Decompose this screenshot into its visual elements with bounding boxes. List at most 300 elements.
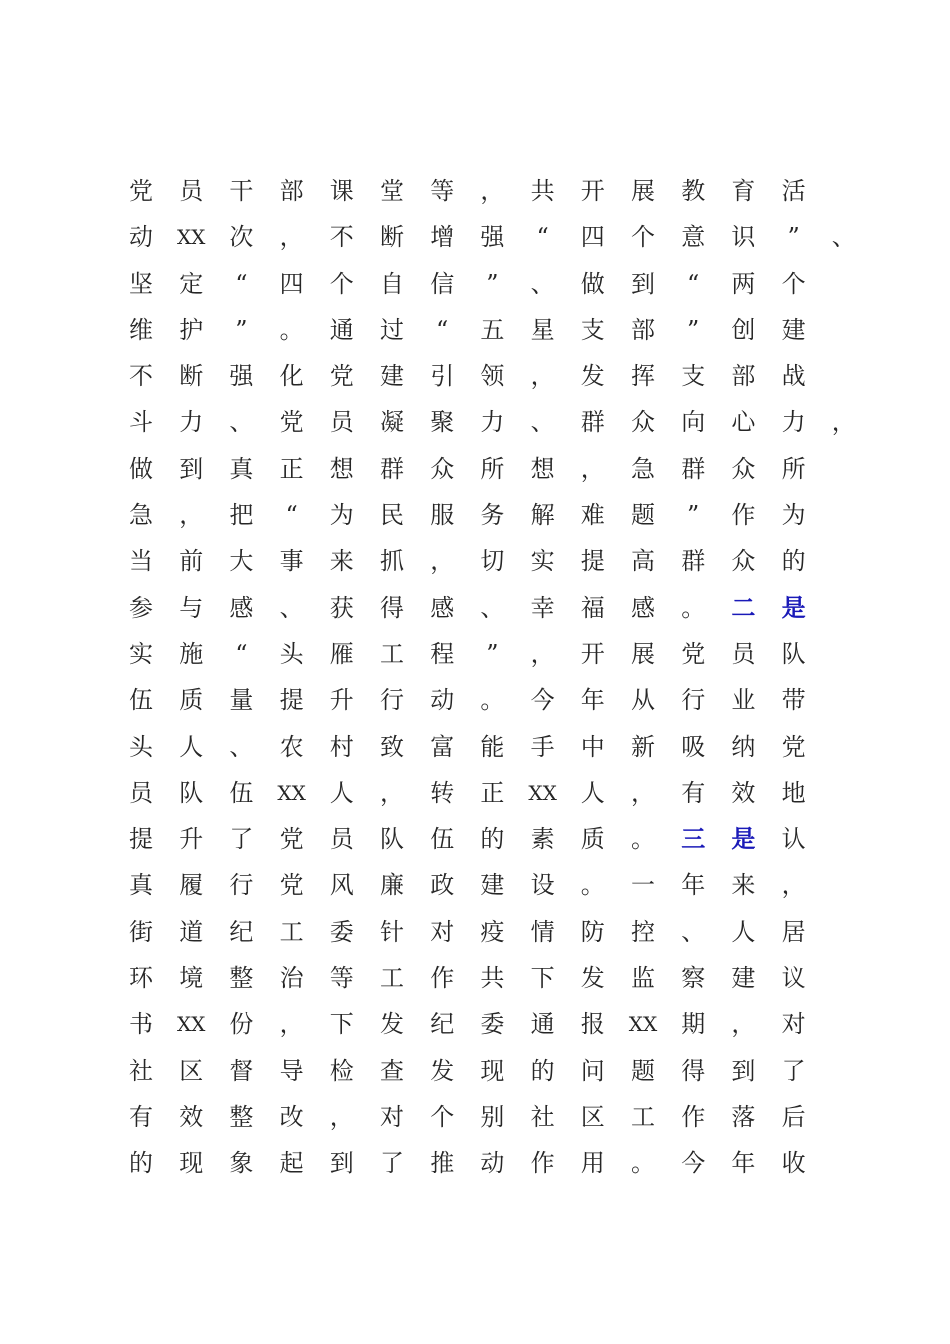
text-char: 查 <box>380 1056 404 1085</box>
text-char: 过 <box>380 315 404 344</box>
text-char: 纪 <box>430 1010 455 1039</box>
text-char: 质 <box>179 686 204 715</box>
text-char: 街 <box>129 917 153 946</box>
text-char: 、 <box>229 408 254 437</box>
text-char: 提 <box>129 825 153 854</box>
text-char: 今 <box>530 686 555 715</box>
text-char: 等 <box>430 177 455 205</box>
text-char: 不 <box>129 362 153 391</box>
text-char: 能 <box>480 732 505 761</box>
text-char: 部 <box>731 362 756 391</box>
text-char: 等 <box>329 964 354 993</box>
text-char: 落 <box>731 1102 756 1131</box>
text-char: 社 <box>129 1056 153 1085</box>
text-char: 增 <box>430 223 455 252</box>
text-line <box>0 909 950 955</box>
text-char: 建 <box>480 871 505 900</box>
text-char: 区 <box>179 1056 204 1085</box>
text-char: 作 <box>430 964 455 993</box>
text-line <box>0 353 950 399</box>
text-char: “ <box>285 501 298 530</box>
text-char: 履 <box>179 871 204 900</box>
text-char: 动 <box>480 1149 505 1178</box>
text-char: 真 <box>129 871 153 900</box>
text-char: 。 <box>631 825 655 854</box>
text-char: 抓 <box>380 547 404 576</box>
text-char: 下 <box>530 964 555 993</box>
text-line <box>0 1048 950 1094</box>
text-char: 对 <box>781 1010 806 1039</box>
text-line <box>0 399 950 445</box>
text-char: 伍 <box>129 686 153 715</box>
text-char: 从 <box>631 686 655 715</box>
text-char: ， <box>530 639 555 668</box>
text-char: ， <box>781 871 806 900</box>
text-char: 行 <box>380 686 404 715</box>
text-char: 教 <box>681 177 706 205</box>
text-char: 队 <box>179 778 204 807</box>
text-char: ” <box>235 315 248 344</box>
text-char: 次 <box>229 223 254 252</box>
text-char: 伍 <box>430 825 455 854</box>
text-char: 所 <box>480 454 505 483</box>
text-line <box>0 214 950 260</box>
text-char: 导 <box>279 1056 304 1085</box>
text-char: “ <box>436 315 449 344</box>
text-char: 书 <box>129 1010 153 1039</box>
text-line <box>0 862 950 908</box>
text-char: 感 <box>631 593 655 622</box>
text-char: 不 <box>329 223 354 252</box>
text-char: 四 <box>279 269 304 298</box>
text-char: 断 <box>380 223 404 252</box>
text-char: 做 <box>580 269 605 298</box>
text-char: 、 <box>681 917 706 946</box>
text-char: 区 <box>580 1102 605 1131</box>
text-char: ， <box>279 1010 304 1039</box>
text-char: 人 <box>329 778 354 807</box>
text-char: 四 <box>580 223 605 252</box>
text-char: 力 <box>480 408 505 437</box>
text-line <box>0 1001 950 1047</box>
text-char: 年 <box>731 1149 756 1178</box>
text-char: 正 <box>480 778 505 807</box>
text-char: 。 <box>631 1149 655 1178</box>
text-char: 到 <box>731 1056 756 1085</box>
text-char: 幸 <box>530 593 555 622</box>
text-char: “ <box>235 269 248 298</box>
text-char: 富 <box>430 732 455 761</box>
text-char: 斗 <box>129 408 153 437</box>
text-char: 、 <box>530 269 555 298</box>
text-char: 聚 <box>430 408 455 437</box>
text-char: 工 <box>279 917 304 946</box>
text-char: 题 <box>631 1056 655 1085</box>
text-char: 引 <box>430 362 455 391</box>
text-char: 想 <box>329 454 354 483</box>
text-char: 向 <box>681 408 706 437</box>
text-char: 。 <box>480 686 505 715</box>
text-char: 新 <box>631 732 655 761</box>
text-char: 纪 <box>229 917 254 946</box>
text-char: 战 <box>781 362 806 391</box>
text-char: 工 <box>631 1102 655 1131</box>
text-char: 作 <box>530 1149 555 1178</box>
text-char: 务 <box>480 501 505 530</box>
text-char: 效 <box>179 1102 204 1131</box>
text-char: 得 <box>681 1056 706 1085</box>
text-char: 信 <box>430 269 455 298</box>
text-char: 党 <box>129 177 153 205</box>
text-char: 急 <box>129 501 153 530</box>
text-char: 群 <box>380 454 404 483</box>
text-char: 来 <box>329 547 354 576</box>
text-char: 对 <box>380 1102 404 1131</box>
text-char: 象 <box>229 1149 254 1178</box>
text-char: 展 <box>631 177 655 205</box>
text-line <box>0 1140 950 1186</box>
text-char: 当 <box>129 547 153 576</box>
text-char: ” <box>486 269 499 298</box>
text-char: 。 <box>279 315 304 344</box>
text-char: 群 <box>681 547 706 576</box>
text-char: 后 <box>781 1102 806 1131</box>
text-char: 防 <box>580 917 605 946</box>
text-char: ， <box>380 778 404 807</box>
text-char: 推 <box>430 1149 455 1178</box>
text-char: 众 <box>731 454 756 483</box>
text-char: 队 <box>380 825 404 854</box>
text-line <box>0 724 950 770</box>
text-char: 所 <box>781 454 806 483</box>
text-char: ， <box>631 778 655 807</box>
text-char: 行 <box>229 871 254 900</box>
text-char: 题 <box>631 501 655 530</box>
text-char: 了 <box>781 1056 806 1085</box>
text-char: 开 <box>580 639 605 668</box>
text-char: 整 <box>229 964 254 993</box>
text-char: XX <box>628 1012 658 1037</box>
text-char: 强 <box>229 362 254 391</box>
text-char: 急 <box>631 454 655 483</box>
text-char: 力 <box>781 408 806 437</box>
text-line <box>0 1094 950 1140</box>
text-char: 到 <box>179 454 204 483</box>
text-line <box>0 816 950 862</box>
text-char: 展 <box>631 639 655 668</box>
body-text <box>0 168 950 1187</box>
text-char: 堂 <box>380 177 404 205</box>
text-char: 、 <box>480 593 505 622</box>
text-char: 做 <box>129 454 153 483</box>
text-char: 设 <box>530 871 555 900</box>
text-char: 整 <box>229 1102 254 1131</box>
text-char: 有 <box>129 1102 153 1131</box>
text-char: 党 <box>681 639 706 668</box>
text-char: 问 <box>580 1056 605 1085</box>
text-char: 支 <box>580 315 605 344</box>
text-char: 队 <box>781 639 806 668</box>
text-char: 作 <box>731 501 756 530</box>
text-char: ” <box>687 315 700 344</box>
text-char: 政 <box>430 871 455 900</box>
text-char: 个 <box>781 269 806 298</box>
text-char: 现 <box>480 1056 505 1085</box>
text-char: 正 <box>279 454 304 483</box>
text-char: 部 <box>279 177 304 205</box>
text-line <box>0 538 950 584</box>
text-line <box>0 168 950 214</box>
text-char: 断 <box>179 362 204 391</box>
text-char: 头 <box>279 639 304 668</box>
text-char: 解 <box>530 501 555 530</box>
text-char: 程 <box>430 639 455 668</box>
text-char: 部 <box>631 315 655 344</box>
text-char: 实 <box>129 639 153 668</box>
text-char: 下 <box>329 1010 354 1039</box>
text-char: 个 <box>631 223 655 252</box>
text-char: 效 <box>731 778 756 807</box>
text-char: 、 <box>530 408 555 437</box>
text-char: 前 <box>179 547 204 576</box>
text-char: ， <box>731 1010 756 1039</box>
text-char: 了 <box>380 1149 404 1178</box>
text-char: 建 <box>781 315 806 344</box>
text-line <box>0 631 950 677</box>
text-char: 坚 <box>129 269 153 298</box>
text-char: 护 <box>179 315 204 344</box>
text-char: 作 <box>681 1102 706 1131</box>
text-char: 治 <box>279 964 304 993</box>
text-char: 的 <box>781 547 806 576</box>
text-char: 委 <box>329 917 354 946</box>
text-char: 为 <box>329 501 354 530</box>
text-char: 中 <box>580 732 605 761</box>
text-char: 大 <box>229 547 254 576</box>
text-char: 凝 <box>380 408 404 437</box>
text-char: 纳 <box>731 732 756 761</box>
text-char: 议 <box>781 964 806 993</box>
text-char: 业 <box>731 686 756 715</box>
text-char: 督 <box>229 1056 254 1085</box>
text-char: 员 <box>731 639 756 668</box>
text-char: 行 <box>681 686 706 715</box>
text-char: 改 <box>279 1102 304 1131</box>
text-char: 党 <box>781 732 806 761</box>
text-char: 活 <box>781 177 806 205</box>
text-char: 一 <box>631 871 655 900</box>
text-char: 人 <box>731 917 756 946</box>
text-char: 察 <box>681 964 706 993</box>
text-char: 报 <box>580 1010 605 1039</box>
text-char: 自 <box>380 269 404 298</box>
text-char: 施 <box>179 639 204 668</box>
text-char: 个 <box>329 269 354 298</box>
text-char: 人 <box>580 778 605 807</box>
text-char: 为 <box>781 501 806 530</box>
text-char: ， <box>279 223 304 252</box>
text-char: 员 <box>179 177 204 205</box>
text-char: 到 <box>631 269 655 298</box>
text-char: ， <box>480 177 505 205</box>
emphasis-char: 三 <box>681 824 706 854</box>
emphasis-char: 是 <box>731 824 756 854</box>
text-char: 情 <box>530 917 555 946</box>
text-char: 来 <box>731 871 756 900</box>
text-line <box>0 770 950 816</box>
text-char: 定 <box>179 269 204 298</box>
text-char: 党 <box>279 825 304 854</box>
text-char: 、 <box>831 223 856 252</box>
text-char: 头 <box>129 732 153 761</box>
text-char: 、 <box>279 593 304 622</box>
text-char: 得 <box>380 593 404 622</box>
text-char: 党 <box>279 871 304 900</box>
text-char: 参 <box>129 593 153 622</box>
text-char: 民 <box>380 501 404 530</box>
text-char: 通 <box>530 1010 555 1039</box>
text-char: 。 <box>580 871 605 900</box>
text-char: 共 <box>480 964 505 993</box>
text-char: 了 <box>229 825 254 854</box>
text-char: 村 <box>329 732 354 761</box>
text-char: 开 <box>580 177 605 205</box>
text-char: 用 <box>580 1149 605 1178</box>
text-char: ， <box>580 454 605 483</box>
text-char: 工 <box>380 964 404 993</box>
text-line <box>0 677 950 723</box>
text-char: 五 <box>480 315 505 344</box>
text-char: 认 <box>781 825 806 854</box>
text-char: 创 <box>731 315 756 344</box>
text-char: 致 <box>380 732 404 761</box>
text-char: 员 <box>129 778 153 807</box>
text-char: 服 <box>430 501 455 530</box>
text-char: 、 <box>229 732 254 761</box>
text-char: 对 <box>430 917 455 946</box>
text-char: 居 <box>781 917 806 946</box>
text-char: 吸 <box>681 732 706 761</box>
text-char: 个 <box>430 1102 455 1131</box>
text-char: 工 <box>380 639 404 668</box>
text-char: ” <box>486 639 499 668</box>
text-char: 素 <box>530 825 555 854</box>
text-line <box>0 261 950 307</box>
text-char: 社 <box>530 1102 555 1131</box>
text-char: 共 <box>530 177 555 205</box>
text-char: 群 <box>681 454 706 483</box>
emphasis-char: 二 <box>731 592 756 622</box>
text-char: 群 <box>580 408 605 437</box>
text-char: 年 <box>580 686 605 715</box>
text-char: 带 <box>781 686 806 715</box>
text-char: 高 <box>631 547 655 576</box>
text-char: 针 <box>380 917 404 946</box>
text-char: 地 <box>781 778 806 807</box>
text-char: 质 <box>580 825 605 854</box>
text-char: 雁 <box>329 639 354 668</box>
text-line <box>0 446 950 492</box>
text-char: 份 <box>229 1010 254 1039</box>
text-char: 年 <box>681 871 706 900</box>
text-char: 众 <box>631 408 655 437</box>
text-char: 疫 <box>480 917 505 946</box>
text-char: 有 <box>681 778 706 807</box>
text-char: 通 <box>329 315 354 344</box>
text-char: 福 <box>580 593 605 622</box>
text-char: “ <box>536 223 549 252</box>
text-char: 。 <box>681 593 706 622</box>
text-char: 期 <box>681 1010 706 1039</box>
text-char: 众 <box>430 454 455 483</box>
text-char: 监 <box>631 964 655 993</box>
text-char: ” <box>687 501 700 530</box>
text-char: 干 <box>229 177 254 205</box>
text-char: 收 <box>781 1149 806 1178</box>
text-char: 难 <box>580 501 605 530</box>
text-char: 动 <box>430 686 455 715</box>
text-char: 人 <box>179 732 204 761</box>
text-char: 量 <box>229 686 254 715</box>
text-char: 境 <box>179 964 204 993</box>
text-char: 发 <box>380 1010 404 1039</box>
text-char: 想 <box>530 454 555 483</box>
text-char: 发 <box>580 362 605 391</box>
text-char: XX <box>176 1012 206 1037</box>
text-char: 育 <box>731 177 756 205</box>
text-char: 伍 <box>229 778 254 807</box>
text-char: 化 <box>279 362 304 391</box>
text-char: ， <box>430 547 455 576</box>
text-char: 起 <box>279 1149 304 1178</box>
text-char: 两 <box>731 269 756 298</box>
text-char: 现 <box>179 1149 204 1178</box>
text-char: 建 <box>731 964 756 993</box>
text-char: 心 <box>731 408 756 437</box>
text-char: 控 <box>631 917 655 946</box>
text-char: 识 <box>731 223 756 252</box>
text-char: 农 <box>279 732 304 761</box>
text-char: 升 <box>179 825 204 854</box>
text-char: 实 <box>530 547 555 576</box>
text-char: 提 <box>279 686 304 715</box>
text-char: ， <box>179 501 204 530</box>
text-char: 意 <box>681 223 706 252</box>
text-char: XX <box>528 780 557 805</box>
emphasis-char: 是 <box>781 592 806 622</box>
text-char: 员 <box>329 408 354 437</box>
text-char: 把 <box>229 501 254 530</box>
text-char: “ <box>235 639 248 668</box>
text-char: 风 <box>329 871 354 900</box>
text-char: XX <box>277 780 306 805</box>
text-line <box>0 492 950 538</box>
text-char: 领 <box>480 362 505 391</box>
text-char: 党 <box>329 362 354 391</box>
text-char: ” <box>787 223 800 252</box>
text-line <box>0 585 950 631</box>
text-char: ， <box>530 362 555 391</box>
text-char: 动 <box>129 223 153 252</box>
text-char: 课 <box>329 177 354 205</box>
text-char: 维 <box>129 315 153 344</box>
text-char: 员 <box>329 825 354 854</box>
text-char: 真 <box>229 454 254 483</box>
text-char: 到 <box>329 1149 354 1178</box>
text-char: 发 <box>430 1056 455 1085</box>
text-char: 事 <box>279 547 304 576</box>
text-char: XX <box>176 225 206 250</box>
